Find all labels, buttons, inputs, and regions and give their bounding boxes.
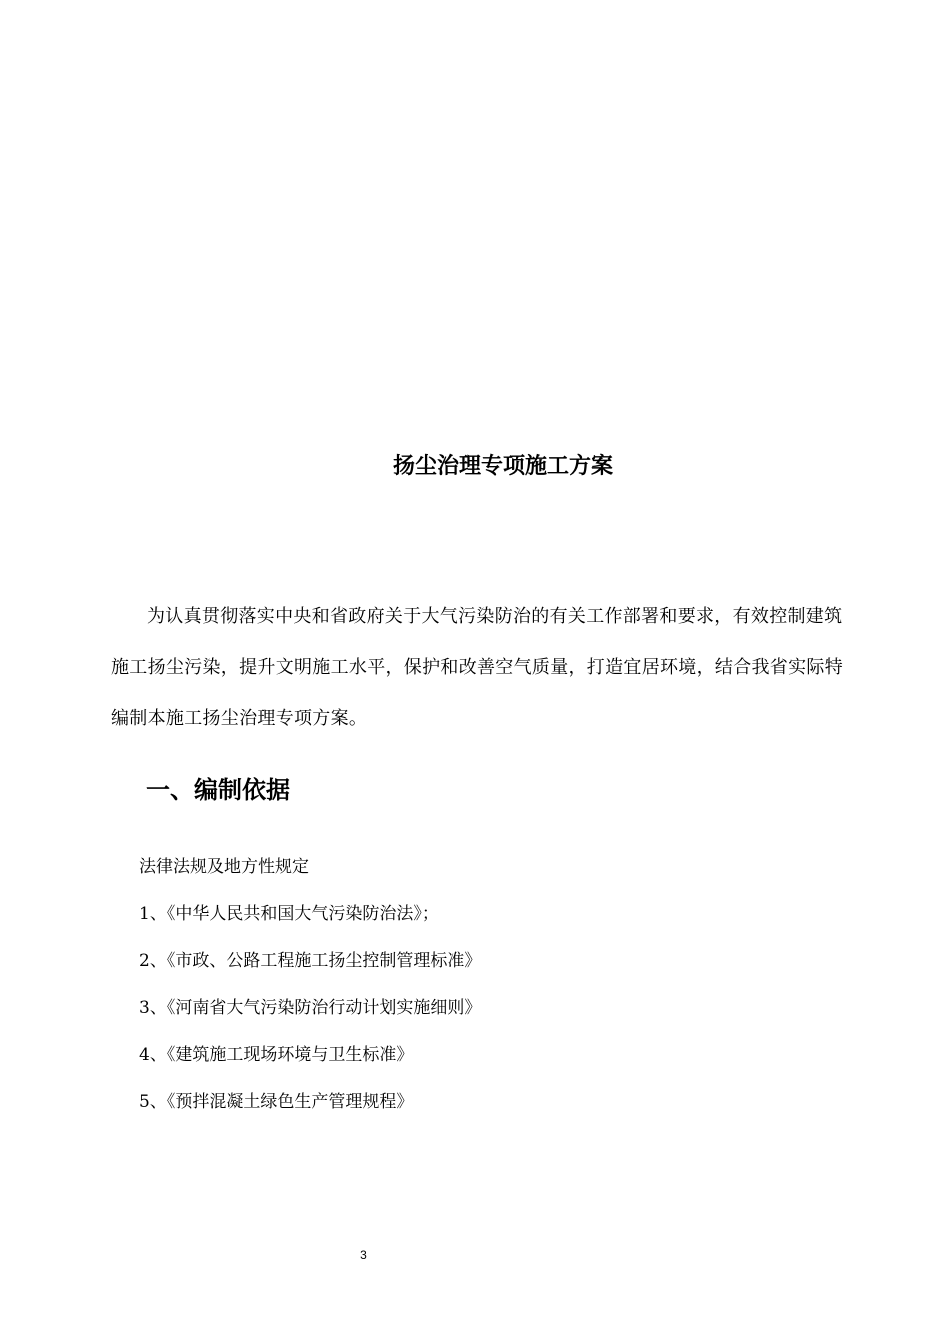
document-title: 扬尘治理专项施工方案 xyxy=(392,454,613,479)
intro-paragraph: 为认真贯彻落实中央和省政府关于大气污染防治的有关工作部署和要求，有效控制建筑施工扬尘污染，提升文明施工水平，保护和改善空气质量，打造宜居环境，结合我省实际特编制本施工扬尘治理专项方案。 xyxy=(111,606,843,729)
reference-item: 4、《建筑施工现场环境与卫生标准》 xyxy=(139,1045,414,1065)
reference-item: 2、《市政、公路工程施工扬尘控制管理标准》 xyxy=(139,951,482,971)
reference-item: 3、《河南省大气污染防治行动计划实施细则》 xyxy=(139,998,482,1018)
section-subheading: 法律法规及地方性规定 xyxy=(139,857,309,877)
section-heading-basis: 一、编制依据 xyxy=(146,776,290,804)
page-number: 3 xyxy=(360,1248,367,1262)
reference-list xyxy=(139,899,481,1134)
reference-item: 1、《中华人民共和国大气污染防治法》； xyxy=(139,904,439,924)
reference-item: 5、《预拌混凝土绿色生产管理规程》 xyxy=(139,1092,414,1112)
